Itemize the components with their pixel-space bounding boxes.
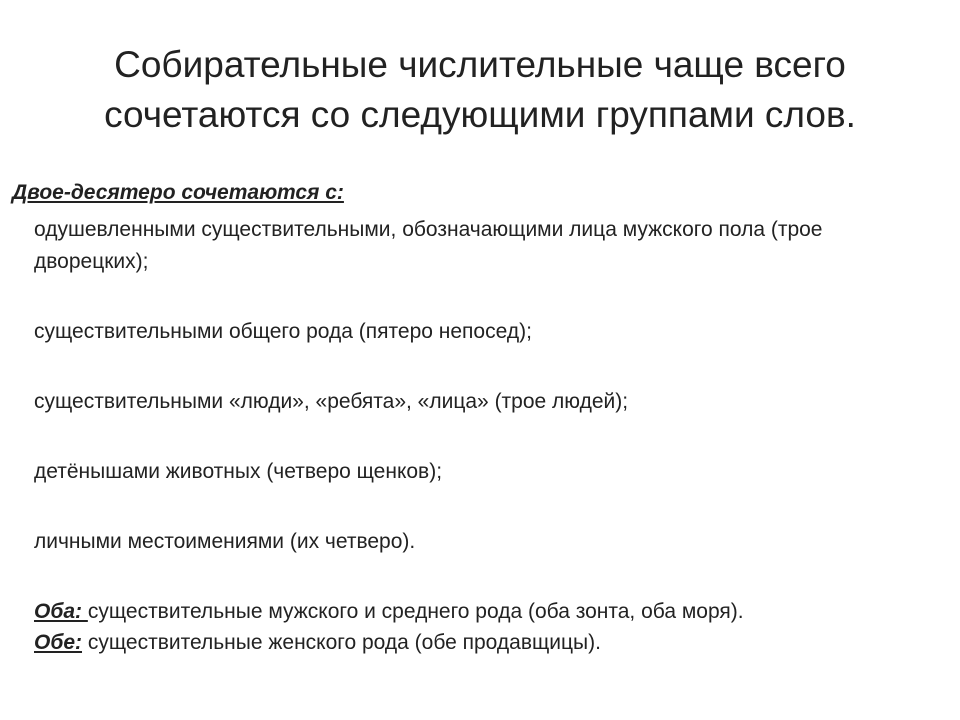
slide-title: [40, 40, 920, 140]
note-text-obe: существительные женского рода (обе продавщицы).: [82, 631, 601, 654]
note-term-oba: Оба:: [34, 600, 88, 623]
lead-heading: Двое-десятеро сочетаются с:: [12, 181, 344, 204]
slide-content: [12, 178, 942, 658]
list-item: одушевленными существительными, обозначающими лица мужского пола (трое дворецких);: [34, 218, 823, 273]
note-obe: [34, 627, 942, 658]
note-oba: [34, 596, 942, 627]
oba-obe-notes: [34, 596, 942, 658]
list-item: личными местоимениями (их четверо).: [34, 530, 416, 553]
list-item: существительными общего рода (пятеро непосед);: [34, 320, 532, 343]
combination-list: [12, 214, 942, 558]
list-item: существительными «люди», «ребята», «лица» (трое людей);: [34, 390, 629, 413]
title-line-1: Собирательные числительные чаще всего: [114, 44, 846, 85]
list-item: детёнышами животных (четверо щенков);: [34, 460, 443, 483]
note-term-obe: Обе:: [34, 631, 83, 654]
note-text-oba: существительные мужского и среднего рода (оба зонта, оба моря).: [87, 600, 744, 623]
title-line-2: сочетаются со следующими группами слов.: [104, 94, 856, 135]
